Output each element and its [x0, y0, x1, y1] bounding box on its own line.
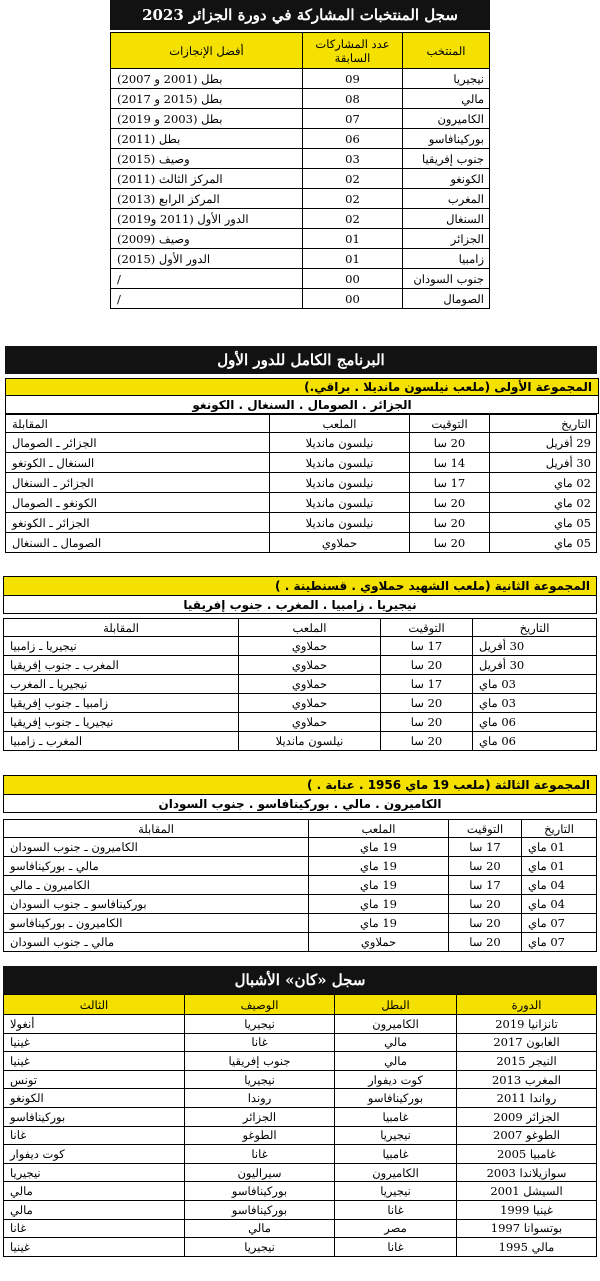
table-row	[111, 69, 490, 89]
table-row	[111, 89, 490, 109]
time-cell: 20 سا	[381, 656, 473, 675]
date-cell: 03 ماي	[473, 694, 597, 713]
match-cell: نيجيريا ـ زامبيا	[4, 637, 239, 656]
team-cell: السنغال	[403, 209, 490, 229]
edition-cell: رواندا 2011	[457, 1089, 597, 1108]
count-cell: 02	[303, 169, 403, 189]
time-cell: 20 سا	[449, 857, 522, 876]
match-cell: الكاميرون ـ بوركينافاسو	[4, 914, 309, 933]
match-row	[4, 637, 597, 656]
table-row	[4, 1070, 597, 1089]
third-cell: غينيا	[4, 1033, 185, 1052]
stadium-cell: حملاوي	[239, 675, 381, 694]
stadium-cell: 19 ماي	[309, 876, 449, 895]
count-cell: 02	[303, 189, 403, 209]
runner-up-cell: بوركينافاسو	[185, 1200, 335, 1219]
stadium-cell: نيلسون مانديلا	[270, 473, 410, 493]
best-cell: بطل (2003 و 2019)	[111, 109, 303, 129]
edition-cell: غينيا 1999	[457, 1200, 597, 1219]
runner-up-cell: غانا	[185, 1145, 335, 1164]
group-1	[5, 378, 597, 553]
count-cell: 03	[303, 149, 403, 169]
team-cell: الكاميرون	[403, 109, 490, 129]
team-cell: جنوب السودان	[403, 269, 490, 289]
runner-up-cell: الطوغو	[185, 1126, 335, 1145]
edition-cell: المغرب 2013	[457, 1070, 597, 1089]
best-cell: بطل (2015 و 2017)	[111, 89, 303, 109]
runner-up-cell: مالي	[185, 1219, 335, 1238]
g2-header-stadium: الملعب	[239, 619, 381, 637]
match-row	[4, 933, 597, 952]
date-cell: 07 ماي	[522, 933, 597, 952]
runner-up-cell: غانا	[185, 1033, 335, 1052]
group-3-teams: الكاميرون . مالي . بوركينافاسو . جنوب السودان	[3, 795, 597, 813]
team-cell: مالي	[403, 89, 490, 109]
team-cell: جنوب إفريقيا	[403, 149, 490, 169]
g3-header-stadium: الملعب	[309, 820, 449, 838]
date-cell: 30 أفريل	[473, 656, 597, 675]
match-cell: السنغال ـ الكونغو	[6, 453, 270, 473]
match-row	[4, 656, 597, 675]
table-row	[111, 209, 490, 229]
stadium-cell: نيلسون مانديلا	[270, 433, 410, 453]
third-cell: مالي	[4, 1200, 185, 1219]
edition-cell: سوازيلاندا 2003	[457, 1163, 597, 1182]
edition-cell: الغابون 2017	[457, 1033, 597, 1052]
time-cell: 20 سا	[410, 433, 490, 453]
stadium-cell: 19 ماي	[309, 914, 449, 933]
g2-header-date: التاريخ	[473, 619, 597, 637]
third-cell: بوركينافاسو	[4, 1107, 185, 1126]
table-row	[111, 289, 490, 309]
edition-cell: بوتسوانا 1997	[457, 1219, 597, 1238]
champion-cell: الكاميرون	[335, 1015, 457, 1034]
table-row	[111, 169, 490, 189]
edition-cell: غامبيا 2005	[457, 1145, 597, 1164]
date-cell: 05 ماي	[490, 513, 597, 533]
match-cell: مالي ـ بوركينافاسو	[4, 857, 309, 876]
table-row	[111, 109, 490, 129]
time-cell: 17 سا	[381, 637, 473, 656]
match-row	[6, 493, 597, 513]
champion-cell: مصر	[335, 1219, 457, 1238]
stadium-cell: 19 ماي	[309, 895, 449, 914]
stadium-cell: 19 ماي	[309, 857, 449, 876]
runner-up-cell: نيجيريا	[185, 1238, 335, 1257]
participation-section	[110, 0, 490, 309]
g3-header-date: التاريخ	[522, 820, 597, 838]
match-row	[4, 694, 597, 713]
time-cell: 20 سا	[381, 732, 473, 751]
best-cell: الدور الأول (2011 و2019)	[111, 209, 303, 229]
table-row	[4, 1126, 597, 1145]
team-cell: المغرب	[403, 189, 490, 209]
time-cell: 20 سا	[449, 895, 522, 914]
runner-up-cell: الجزائر	[185, 1107, 335, 1126]
best-cell: الدور الأول (2015)	[111, 249, 303, 269]
match-row	[6, 533, 597, 553]
third-cell: غانا	[4, 1219, 185, 1238]
group-3	[3, 775, 597, 952]
match-cell: الجزائر ـ السنغال	[6, 473, 270, 493]
time-cell: 17 سا	[449, 838, 522, 857]
stadium-cell: نيلسون مانديلا	[270, 513, 410, 533]
runner-up-cell: نيجيريا	[185, 1015, 335, 1034]
header-champion: البطل	[335, 995, 457, 1015]
stadium-cell: حملاوي	[270, 533, 410, 553]
time-cell: 14 سا	[410, 453, 490, 473]
date-cell: 29 أفريل	[490, 433, 597, 453]
group-2-table	[3, 618, 597, 751]
match-cell: الجزائر ـ الصومال	[6, 433, 270, 453]
time-cell: 20 سا	[449, 914, 522, 933]
header-edition: الدورة	[457, 995, 597, 1015]
champion-cell: بوركينافاسو	[335, 1089, 457, 1108]
group-3-name: المجموعة الثالثة (ملعب 19 ماي 1956 . عنابة . )	[3, 775, 597, 795]
match-row	[6, 513, 597, 533]
table-row	[111, 189, 490, 209]
match-row	[4, 895, 597, 914]
stadium-cell: حملاوي	[239, 637, 381, 656]
team-cell: الكونغو	[403, 169, 490, 189]
time-cell: 20 سا	[449, 933, 522, 952]
match-cell: مالي ـ جنوب السودان	[4, 933, 309, 952]
date-cell: 06 ماي	[473, 713, 597, 732]
match-cell: نيجيريا ـ المغرب	[4, 675, 239, 694]
third-cell: تونس	[4, 1070, 185, 1089]
stadium-cell: حملاوي	[239, 694, 381, 713]
header-third: الثالث	[4, 995, 185, 1015]
champion-cell: نيجيريا	[335, 1182, 457, 1201]
team-cell: بوركينافاسو	[403, 129, 490, 149]
edition-cell: الجزائر 2009	[457, 1107, 597, 1126]
best-cell: /	[111, 289, 303, 309]
date-cell: 01 ماي	[522, 857, 597, 876]
date-cell: 03 ماي	[473, 675, 597, 694]
count-cell: 06	[303, 129, 403, 149]
header-team: المنتخب	[403, 33, 490, 69]
stadium-cell: 19 ماي	[309, 838, 449, 857]
g2-header-time: التوقيت	[381, 619, 473, 637]
match-row	[4, 675, 597, 694]
third-cell: أنغولا	[4, 1015, 185, 1034]
runner-up-cell: روندا	[185, 1089, 335, 1108]
program-title: البرنامج الكامل للدور الأول	[5, 346, 597, 374]
table-row	[111, 149, 490, 169]
runner-up-cell: سيراليون	[185, 1163, 335, 1182]
date-cell: 04 ماي	[522, 876, 597, 895]
match-row	[4, 876, 597, 895]
third-cell: غينيا	[4, 1238, 185, 1257]
third-cell: غانا	[4, 1126, 185, 1145]
third-cell: الكونغو	[4, 1089, 185, 1108]
best-cell: /	[111, 269, 303, 289]
champion-cell: نيجيريا	[335, 1126, 457, 1145]
third-cell: غينيا	[4, 1052, 185, 1071]
runner-up-cell: بوركينافاسو	[185, 1182, 335, 1201]
match-row	[6, 453, 597, 473]
stadium-cell: حملاوي	[239, 656, 381, 675]
team-cell: نيجيريا	[403, 69, 490, 89]
date-cell: 06 ماي	[473, 732, 597, 751]
match-cell: الكونغو ـ الصومال	[6, 493, 270, 513]
match-cell: المغرب ـ زامبيا	[4, 732, 239, 751]
match-row	[6, 433, 597, 453]
table-row	[4, 1163, 597, 1182]
participation-title: سجل المنتخبات المشاركة في دورة الجزائر 2023	[110, 0, 490, 30]
group-2-name: المجموعة الثانية (ملعب الشهيد حملاوي . قسنطينة . )	[3, 576, 597, 596]
group-1-table	[5, 414, 597, 553]
match-cell: نيجيريا ـ جنوب إفريقيا	[4, 713, 239, 732]
group-1-name: المجموعة الأولى (ملعب نيلسون مانديلا . براقي.)	[5, 378, 599, 396]
group-1-teams: الجزائر . الصومال . السنغال . الكونغو	[5, 396, 599, 414]
time-cell: 17 سا	[449, 876, 522, 895]
table-row	[4, 1107, 597, 1126]
match-cell: الكاميرون ـ مالي	[4, 876, 309, 895]
champion-cell: غانا	[335, 1200, 457, 1219]
stadium-cell: حملاوي	[309, 933, 449, 952]
champion-cell: مالي	[335, 1033, 457, 1052]
time-cell: 20 سا	[410, 513, 490, 533]
team-cell: زامبيا	[403, 249, 490, 269]
best-cell: وصيف (2015)	[111, 149, 303, 169]
match-cell: الجزائر ـ الكونغو	[6, 513, 270, 533]
date-cell: 01 ماي	[522, 838, 597, 857]
table-row	[111, 269, 490, 289]
count-cell: 09	[303, 69, 403, 89]
runner-up-cell: نيجيريا	[185, 1070, 335, 1089]
edition-cell: النيجر 2015	[457, 1052, 597, 1071]
group-2-teams: نيجيريا . زامبيا . المغرب . جنوب إفريقيا	[3, 596, 597, 614]
stadium-cell: نيلسون مانديلا	[270, 493, 410, 513]
count-cell: 00	[303, 289, 403, 309]
edition-cell: السيشل 2001	[457, 1182, 597, 1201]
time-cell: 20 سا	[381, 694, 473, 713]
best-cell: بطل (2011)	[111, 129, 303, 149]
table-row	[111, 229, 490, 249]
header-runner-up: الوصيف	[185, 995, 335, 1015]
match-row	[4, 838, 597, 857]
match-cell: زامبيا ـ جنوب إفريقيا	[4, 694, 239, 713]
champion-cell: غانا	[335, 1238, 457, 1257]
table-row	[4, 1089, 597, 1108]
table-row	[4, 1052, 597, 1071]
g1-header-stadium: الملعب	[270, 415, 410, 433]
stadium-cell: حملاوي	[239, 713, 381, 732]
g1-header-match: المقابلة	[6, 415, 270, 433]
group-3-table	[3, 819, 597, 952]
stadium-cell: نيلسون مانديلا	[239, 732, 381, 751]
count-cell: 01	[303, 249, 403, 269]
time-cell: 20 سا	[410, 533, 490, 553]
history-section	[3, 966, 597, 1257]
program-section	[5, 346, 597, 374]
best-cell: بطل (2001 و 2007)	[111, 69, 303, 89]
date-cell: 05 ماي	[490, 533, 597, 553]
date-cell: 30 أفريل	[490, 453, 597, 473]
participation-table	[110, 32, 490, 309]
g1-header-date: التاريخ	[490, 415, 597, 433]
time-cell: 20 سا	[410, 493, 490, 513]
count-cell: 07	[303, 109, 403, 129]
table-row	[4, 1200, 597, 1219]
edition-cell: تانزانيا 2019	[457, 1015, 597, 1034]
stadium-cell: نيلسون مانديلا	[270, 453, 410, 473]
time-cell: 20 سا	[381, 713, 473, 732]
third-cell: مالي	[4, 1182, 185, 1201]
date-cell: 02 ماي	[490, 493, 597, 513]
g1-header-time: التوقيت	[410, 415, 490, 433]
table-row	[111, 249, 490, 269]
date-cell: 04 ماي	[522, 895, 597, 914]
match-row	[4, 713, 597, 732]
team-cell: الصومال	[403, 289, 490, 309]
history-table	[3, 994, 597, 1257]
date-cell: 02 ماي	[490, 473, 597, 493]
match-cell: المغرب ـ جنوب إفريقيا	[4, 656, 239, 675]
third-cell: كوت ديفوار	[4, 1145, 185, 1164]
time-cell: 17 سا	[381, 675, 473, 694]
best-cell: المركز الثالث (2011)	[111, 169, 303, 189]
third-cell: نيجيريا	[4, 1163, 185, 1182]
champion-cell: غامبيا	[335, 1107, 457, 1126]
g3-header-time: التوقيت	[449, 820, 522, 838]
table-row	[4, 1182, 597, 1201]
match-row	[4, 914, 597, 933]
table-row	[4, 1219, 597, 1238]
table-row	[4, 1145, 597, 1164]
time-cell: 17 سا	[410, 473, 490, 493]
table-row	[4, 1015, 597, 1034]
runner-up-cell: جنوب إفريقيا	[185, 1052, 335, 1071]
match-cell: بوركينافاسو ـ جنوب السودان	[4, 895, 309, 914]
champion-cell: غامبيا	[335, 1145, 457, 1164]
champion-cell: مالي	[335, 1052, 457, 1071]
group-2	[3, 576, 597, 751]
team-cell: الجزائر	[403, 229, 490, 249]
table-row	[4, 1238, 597, 1257]
date-cell: 07 ماي	[522, 914, 597, 933]
match-row	[4, 857, 597, 876]
table-row	[4, 1033, 597, 1052]
edition-cell: مالي 1995	[457, 1238, 597, 1257]
match-cell: الكاميرون ـ جنوب السودان	[4, 838, 309, 857]
champion-cell: الكاميرون	[335, 1163, 457, 1182]
count-cell: 00	[303, 269, 403, 289]
date-cell: 30 أفريل	[473, 637, 597, 656]
edition-cell: الطوغو 2007	[457, 1126, 597, 1145]
count-cell: 08	[303, 89, 403, 109]
count-cell: 02	[303, 209, 403, 229]
champion-cell: كوت ديفوار	[335, 1070, 457, 1089]
table-row	[111, 129, 490, 149]
best-cell: المركز الرابع (2013)	[111, 189, 303, 209]
history-title: سجل «كان» الأشبال	[3, 966, 597, 994]
count-cell: 01	[303, 229, 403, 249]
header-count: عدد المشاركات السابقة	[303, 33, 403, 69]
match-cell: الصومال ـ السنغال	[6, 533, 270, 553]
best-cell: وصيف (2009)	[111, 229, 303, 249]
g2-header-match: المقابلة	[4, 619, 239, 637]
match-row	[4, 732, 597, 751]
g3-header-match: المقابلة	[4, 820, 309, 838]
match-row	[6, 473, 597, 493]
header-best: أفضل الإنجازات	[111, 33, 303, 69]
